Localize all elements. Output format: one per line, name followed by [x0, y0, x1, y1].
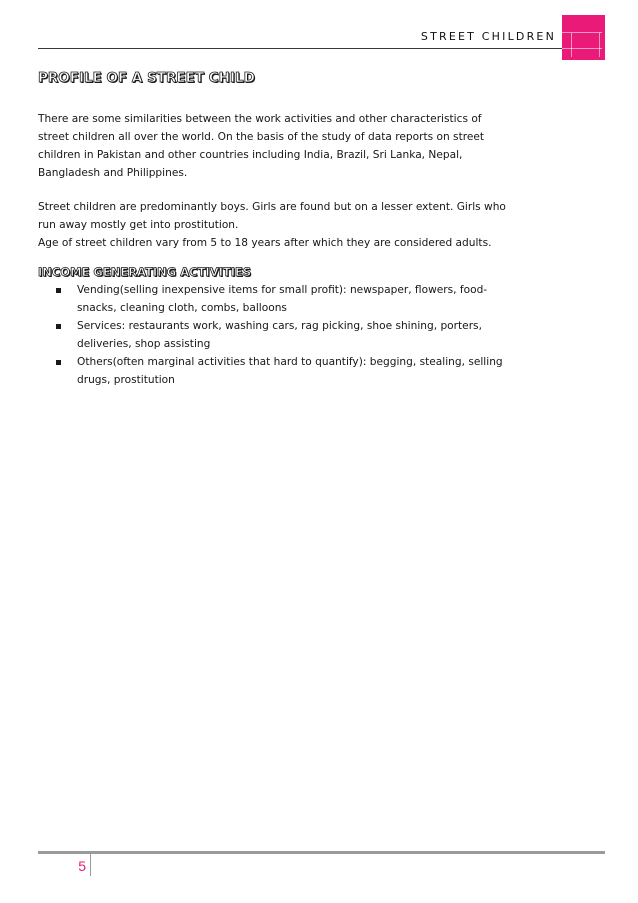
paragraph-line: street children all over the world. On the basis of the study of data reports on street — [38, 131, 485, 143]
paragraph-line: Bangladesh and Philippines. — [38, 167, 188, 179]
logo-line — [571, 33, 572, 57]
logo-line — [562, 48, 602, 49]
paragraph-line: Age of street children vary from 5 to 18 years after which they are considered adults. — [38, 237, 492, 249]
paragraph-demographics — [38, 198, 598, 252]
paragraph-line: Street children are predominantly boys. Girls are found but on a lesser extent. Girls who — [38, 201, 506, 213]
logo-line — [562, 32, 602, 33]
section-heading-profile: PROFILE OF A STREET CHILD — [38, 70, 255, 86]
page-number: 5 — [78, 858, 86, 874]
list-item — [56, 281, 601, 317]
list-item — [56, 317, 601, 353]
footer-rule — [38, 851, 605, 854]
brand-square-logo — [562, 15, 605, 60]
section-heading-income: INCOME GENERATING ACTIVITIES — [38, 265, 252, 279]
list-item — [56, 353, 601, 389]
paragraph-line: run away mostly get into prostitution. — [38, 219, 239, 231]
square-bullet-icon — [56, 360, 61, 365]
paragraph-line: children in Pakistan and other countries including India, Brazil, Sri Lanka, Nepal, — [38, 149, 463, 161]
running-header-title: STREET CHILDREN — [420, 30, 556, 43]
footer-divider — [90, 854, 91, 876]
income-activities-list — [56, 281, 601, 389]
list-item-line: Others(often marginal activities that hard to quantify): begging, stealing, selling — [77, 356, 503, 368]
list-item-line: snacks, cleaning cloth, combs, balloons — [77, 302, 287, 314]
list-item-line: Vending(selling inexpensive items for small profit): newspaper, flowers, food- — [77, 284, 488, 296]
list-item-line: drugs, prostitution — [77, 374, 175, 386]
paragraph-similarities — [38, 110, 598, 182]
square-bullet-icon — [56, 288, 61, 293]
square-bullet-icon — [56, 324, 61, 329]
list-item-line: Services: restaurants work, washing cars, rag picking, shoe shining, porters, — [77, 320, 482, 332]
list-item-line: deliveries, shop assisting — [77, 338, 211, 350]
paragraph-line: There are some similarities between the work activities and other characteristics of — [38, 113, 482, 125]
header-rule — [38, 48, 566, 49]
logo-line — [599, 33, 600, 57]
